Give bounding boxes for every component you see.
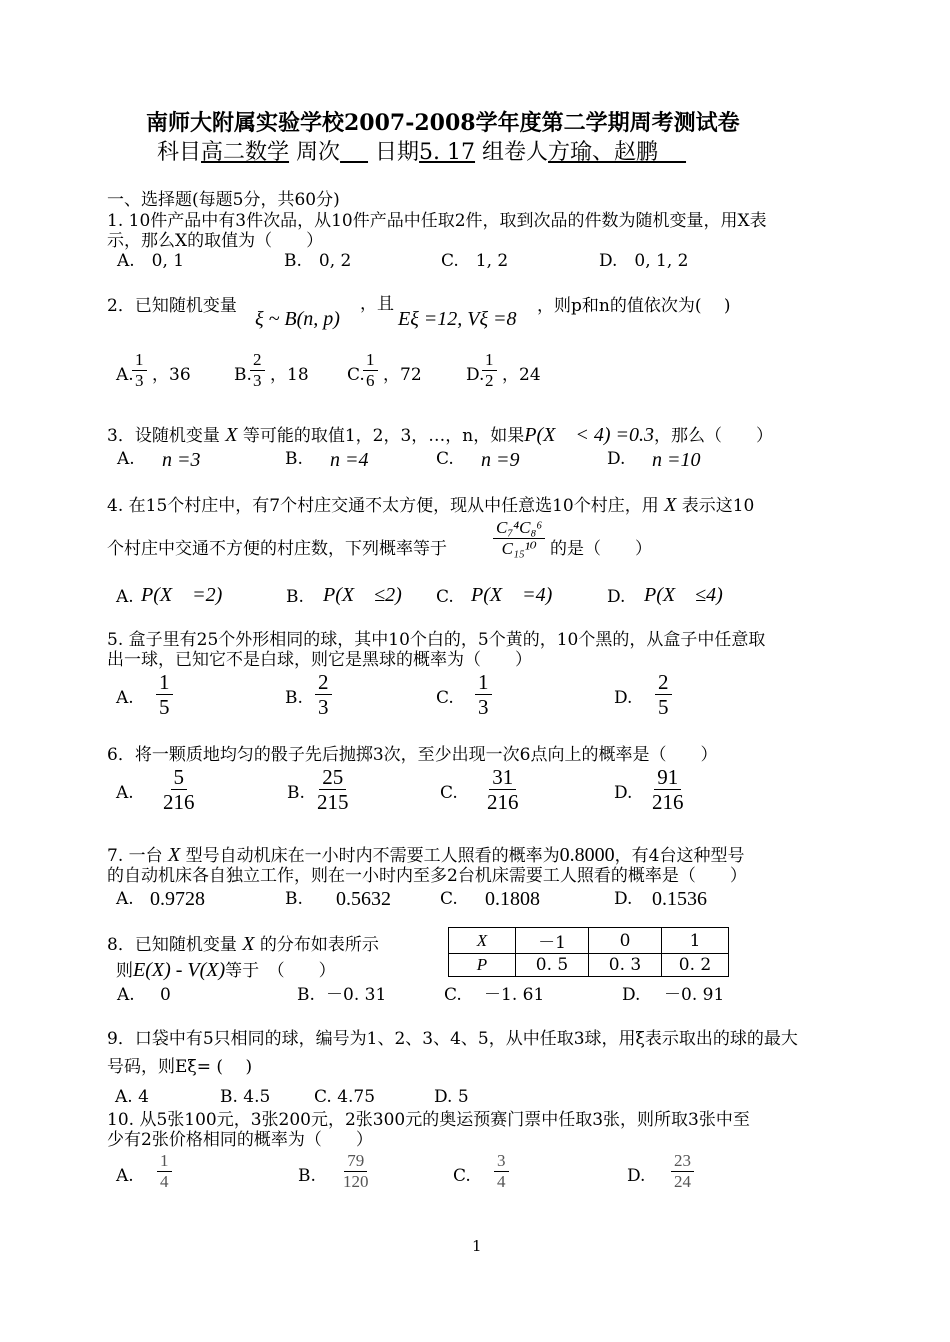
- q7-line1-a: 7. 一台: [107, 846, 163, 866]
- q3-option-d: n =10: [652, 449, 701, 471]
- q5-option-b-label: B.: [285, 688, 303, 708]
- q5-option-c-label: C.: [436, 688, 454, 708]
- q8-table-cell: 0. 5: [516, 954, 589, 977]
- q8-option-b: －0. 31: [326, 985, 387, 1005]
- q8-distribution-table: [448, 927, 729, 977]
- q8-table-header-p: P: [449, 954, 516, 977]
- q8-line1: [107, 932, 379, 956]
- q7-line2: 的自动机床各自独立工作，则在一小时内至多2台机床需要工人照看的概率是（ ）: [107, 866, 747, 886]
- q10-option-a-label: A.: [116, 1166, 134, 1186]
- q1-option-b: B. 0, 2: [284, 251, 352, 271]
- q8-option-c-label: C.: [444, 985, 462, 1005]
- week-label: 周次: [296, 140, 341, 165]
- q7-option-d-label: D.: [614, 889, 633, 909]
- q8-table-row-x: [449, 928, 729, 954]
- q7-option-d: 0.1536: [652, 888, 707, 910]
- date-value: 5. 17: [419, 140, 476, 165]
- q8-line2-b: 等于 （ ）: [225, 961, 336, 981]
- q3-text: 3．设随机变量: [107, 426, 220, 446]
- q2-option-d-label: D.: [466, 365, 485, 385]
- q4-option-d-label: D.: [607, 587, 626, 607]
- q3-option-a-label: A.: [117, 449, 135, 469]
- q8-table-cell: 0. 3: [589, 954, 662, 977]
- q5-option-d-fraction: $\frac{2}{5}$: [655, 670, 672, 719]
- q6-option-d-label: D.: [614, 783, 633, 803]
- q4-option-c-label: C.: [436, 587, 454, 607]
- exam-info-line: [157, 140, 686, 166]
- q8-table-header-x: X: [449, 928, 516, 954]
- page-number: 1: [472, 1237, 482, 1255]
- q6-option-b-fraction: $\frac{25}{215}$: [317, 765, 349, 815]
- q7-option-c: 0.1808: [485, 888, 540, 910]
- q2-mid: ，且: [360, 294, 394, 314]
- q3-line: [107, 423, 773, 447]
- q2-option-d-rest: ，24: [502, 365, 541, 385]
- q7-line1-c: ，有4台这种型号: [614, 846, 745, 866]
- q2-prefix: 2．已知随机变量: [107, 296, 237, 316]
- q7-line1: [107, 843, 744, 867]
- q4-option-a-label: A.: [116, 587, 134, 607]
- q9-option-d: D. 5: [434, 1087, 469, 1107]
- q10-option-b-label: B.: [298, 1166, 316, 1186]
- q7-option-b-label: B.: [285, 889, 303, 909]
- q5-option-a-fraction: $\frac{1}{5}$: [156, 670, 173, 719]
- q4-line2-a: 个村庄中交通不方便的村庄数，下列概率等于: [107, 539, 447, 559]
- q8-option-d: －0. 91: [664, 985, 725, 1005]
- q3-condition: P(X < 4) =0.3: [524, 424, 655, 446]
- q8-line1-b: 的分布如表所示: [259, 935, 379, 955]
- q7-option-a: 0.9728: [150, 888, 205, 910]
- q4-option-c: P(X =4): [471, 584, 553, 606]
- q7-option-b: 0.5632: [336, 888, 391, 910]
- date-label: 日期: [375, 140, 420, 165]
- q4-fraction: $\frac{\text{C₇⁴C₈⁶}}{\text{C₁₅¹⁰}}$: [493, 518, 545, 558]
- q8-table-cell: 1: [662, 928, 729, 954]
- q2-option-b-fraction: $\frac{2}{3}$: [250, 350, 265, 390]
- q3-option-a: n =3: [162, 449, 201, 471]
- subject-value: 高二数学: [201, 140, 290, 165]
- q8-option-c: －1. 61: [484, 985, 545, 1005]
- q7-option-a-label: A.: [116, 889, 134, 909]
- q10-option-a-fraction: $\frac{1}{4}$: [157, 1151, 172, 1191]
- q2-suffix: ，则p和n的值依次为( ): [537, 296, 731, 316]
- q4-option-d: P(X ≤4): [644, 584, 723, 606]
- q6-line1: 6．将一颗质地均匀的骰子先后抛掷3次，至少出现一次6点向上的概率是（ ）: [107, 745, 718, 765]
- q7-var: X: [168, 844, 181, 866]
- q3-suffix: ，那么（ ）: [654, 426, 774, 446]
- q7-probability: 0.8000: [559, 844, 615, 866]
- q10-option-d-label: D.: [627, 1166, 646, 1186]
- q6-option-a-label: A.: [116, 783, 134, 803]
- q5-line1: 5. 盒子里有25个外形相同的球，其中10个白的，5个黄的，10个黑的，从盒子中任意取: [107, 630, 766, 650]
- q9-option-b: B. 4.5: [220, 1087, 271, 1107]
- q9-option-a: A. 4: [115, 1087, 149, 1107]
- q6-option-a-fraction: $\frac{5}{216}$: [163, 765, 195, 815]
- q5-option-a-label: A.: [116, 688, 134, 708]
- q9-line2: 号码，则Eξ= ( ): [107, 1057, 253, 1077]
- q8-option-a: 0: [160, 985, 171, 1005]
- q2-distribution: ξ ~ B(n, p): [255, 308, 340, 330]
- q4-var: X: [664, 494, 677, 516]
- q8-table-cell: －1: [516, 928, 589, 954]
- q5-line2: 出一球，已知它不是白球，则它是黑球的概率为（ ）: [107, 650, 532, 670]
- q3-option-c-label: C.: [436, 449, 454, 469]
- section-heading: 一、选择题(每题5分，共60分): [107, 190, 340, 210]
- q2-option-a-rest: ，36: [152, 365, 191, 385]
- q10-option-d-fraction: $\frac{23}{24}$: [671, 1151, 694, 1191]
- q3-var: X: [225, 424, 238, 446]
- q3-option-d-label: D.: [607, 449, 626, 469]
- q1-option-d: D. 0, 1, 2: [599, 251, 689, 271]
- q4-line1-b: 表示这10: [681, 496, 755, 516]
- q8-line1-a: 8．已知随机变量: [107, 935, 237, 955]
- q6-option-d-fraction: $\frac{91}{216}$: [652, 765, 684, 815]
- subject-label: 科目: [157, 140, 202, 165]
- author-value: 方瑜、赵鹏: [548, 140, 687, 165]
- q2-option-a-label: A.: [116, 365, 134, 385]
- q5-option-b-fraction: $\frac{2}{3}$: [315, 670, 332, 719]
- q8-table-cell: 0: [589, 928, 662, 954]
- q10-line1: 10. 从5张100元，3张200元，2张300元的奥运预赛门票中任取3张，则所取3张中至: [107, 1110, 750, 1130]
- q3-option-c: n =9: [481, 449, 520, 471]
- q1-option-a: A. 0, 1: [117, 251, 185, 271]
- q2-option-c-fraction: $\frac{1}{6}$: [363, 350, 378, 390]
- q1-line2: 示，那么X的取值为（ ）: [107, 231, 324, 251]
- q4-option-b-label: B.: [286, 587, 304, 607]
- q4-line1: [107, 493, 754, 517]
- q4-line2-b: 的是（ ）: [550, 539, 652, 559]
- q10-option-c-fraction: $\frac{3}{4}$: [494, 1151, 509, 1191]
- q7-option-c-label: C.: [440, 889, 458, 909]
- q8-table-row-p: [449, 954, 729, 977]
- q8-expression: E(X) - V(X): [133, 959, 226, 981]
- q8-option-d-label: D.: [622, 985, 641, 1005]
- q1-line1: 1. 10件产品中有3件次品，从10件产品中任取2件，取到次品的件数为随机变量，用X表: [107, 211, 767, 231]
- q10-option-c-label: C.: [453, 1166, 471, 1186]
- q4-option-a: P(X =2): [141, 584, 223, 606]
- q4-option-b: P(X ≤2): [323, 584, 402, 606]
- q8-line2: [116, 958, 336, 982]
- q6-option-c-label: C.: [440, 783, 458, 803]
- q6-option-b-label: B.: [287, 783, 305, 803]
- q8-option-b-label: B.: [297, 985, 315, 1005]
- q8-option-a-label: A.: [117, 985, 135, 1005]
- q3-mid: 等可能的取值1，2，3，…，n，如果: [242, 426, 525, 446]
- exam-title: 南师大附属实验学校2007-2008学年度第二学期周考测试卷: [146, 110, 740, 136]
- q7-line1-b: 型号自动机床在一小时内不需要工人照看的概率为: [185, 846, 560, 866]
- q5-option-c-fraction: $\frac{1}{3}$: [475, 670, 492, 719]
- q2-option-b-label: B.: [234, 365, 252, 385]
- q2-option-a-fraction: $\frac{1}{3}$: [132, 350, 147, 390]
- q8-table-cell: 0. 2: [662, 954, 729, 977]
- q10-option-b-fraction: $\frac{79}{120}$: [343, 1151, 369, 1191]
- q2-condition: Eξ =12, Vξ =8: [398, 308, 517, 330]
- q8-line2-a: 则: [116, 961, 133, 981]
- q4-line1-a: 4. 在15个村庄中，有7个村庄交通不太方便，现从中任意选10个村庄，用: [107, 496, 659, 516]
- q5-option-d-label: D.: [614, 688, 633, 708]
- q3-option-b-label: B.: [285, 449, 303, 469]
- q2-option-c-rest: ，72: [383, 365, 422, 385]
- q6-option-c-fraction: $\frac{31}{216}$: [487, 765, 519, 815]
- q10-line2: 少有2张价格相同的概率为（ ）: [107, 1130, 373, 1150]
- q9-option-c: C. 4.75: [314, 1087, 376, 1107]
- q2-option-d-fraction: $\frac{1}{2}$: [482, 350, 497, 390]
- author-label: 组卷人: [482, 140, 549, 165]
- q8-var: X: [242, 933, 255, 955]
- q1-option-c: C. 1, 2: [441, 251, 509, 271]
- q2-option-c-label: C.: [347, 365, 365, 385]
- q2-option-b-rest: ，18: [270, 365, 309, 385]
- q3-option-b: n =4: [330, 449, 369, 471]
- q9-line1: 9．口袋中有5只相同的球，编号为1、2、3、4、5，从中任取3球，用ξ表示取出的球的最大: [107, 1029, 798, 1049]
- week-value: [340, 140, 368, 165]
